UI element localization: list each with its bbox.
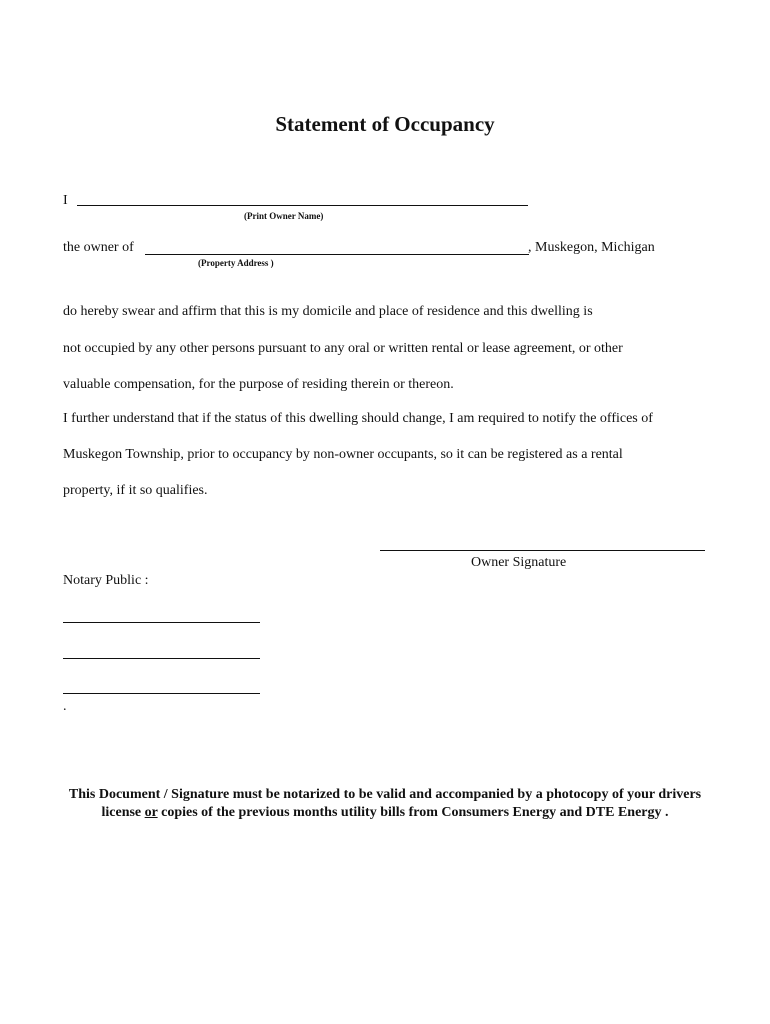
- understanding-line-3: property, if it so qualifies.: [63, 483, 208, 498]
- notice-text-part-1: This Document / Signature must be notarized to be valid and accompanied by a photocopy of your drivers license: [68, 787, 702, 820]
- understanding-line-2: Muskegon Township, prior to occupancy by non-owner occupants, so it can be registered as a rental: [63, 447, 623, 462]
- notary-public-label: Notary Public :: [63, 573, 149, 588]
- owner-name-field[interactable]: [77, 205, 528, 206]
- property-address-caption: (Property Address ): [198, 258, 274, 268]
- notary-trailing-mark: .: [63, 699, 67, 714]
- notary-line-2[interactable]: [63, 658, 260, 659]
- owner-name-caption: (Print Owner Name): [244, 211, 324, 221]
- affirmation-line-1: do hereby swear and affirm that this is my domicile and place of residence and this dwelling is: [63, 304, 593, 319]
- owner-name-prefix: I: [63, 193, 68, 208]
- owner-signature-label: Owner Signature: [471, 555, 567, 570]
- notarization-notice: [60, 786, 710, 822]
- notice-underlined-or: or: [144, 805, 158, 820]
- affirmation-line-3: valuable compensation, for the purpose of residing therein or thereon.: [63, 377, 454, 392]
- affirmation-line-2: not occupied by any other persons pursuant to any oral or written rental or lease agreement, or other: [63, 341, 623, 356]
- property-address-field[interactable]: [145, 254, 529, 255]
- address-prefix: the owner of: [63, 240, 134, 255]
- understanding-line-1: I further understand that if the status of this dwelling should change, I am required to notify the offices of: [63, 411, 653, 426]
- page-title: Statement of Occupancy: [275, 112, 495, 136]
- address-suffix: , Muskegon, Michigan: [528, 240, 655, 255]
- notice-text-part-2: copies of the previous months utility bills from Consumers Energy and DTE Energy .: [157, 805, 669, 820]
- notary-line-3[interactable]: [63, 693, 260, 694]
- notary-line-1[interactable]: [63, 622, 260, 623]
- owner-signature-field[interactable]: [380, 550, 705, 551]
